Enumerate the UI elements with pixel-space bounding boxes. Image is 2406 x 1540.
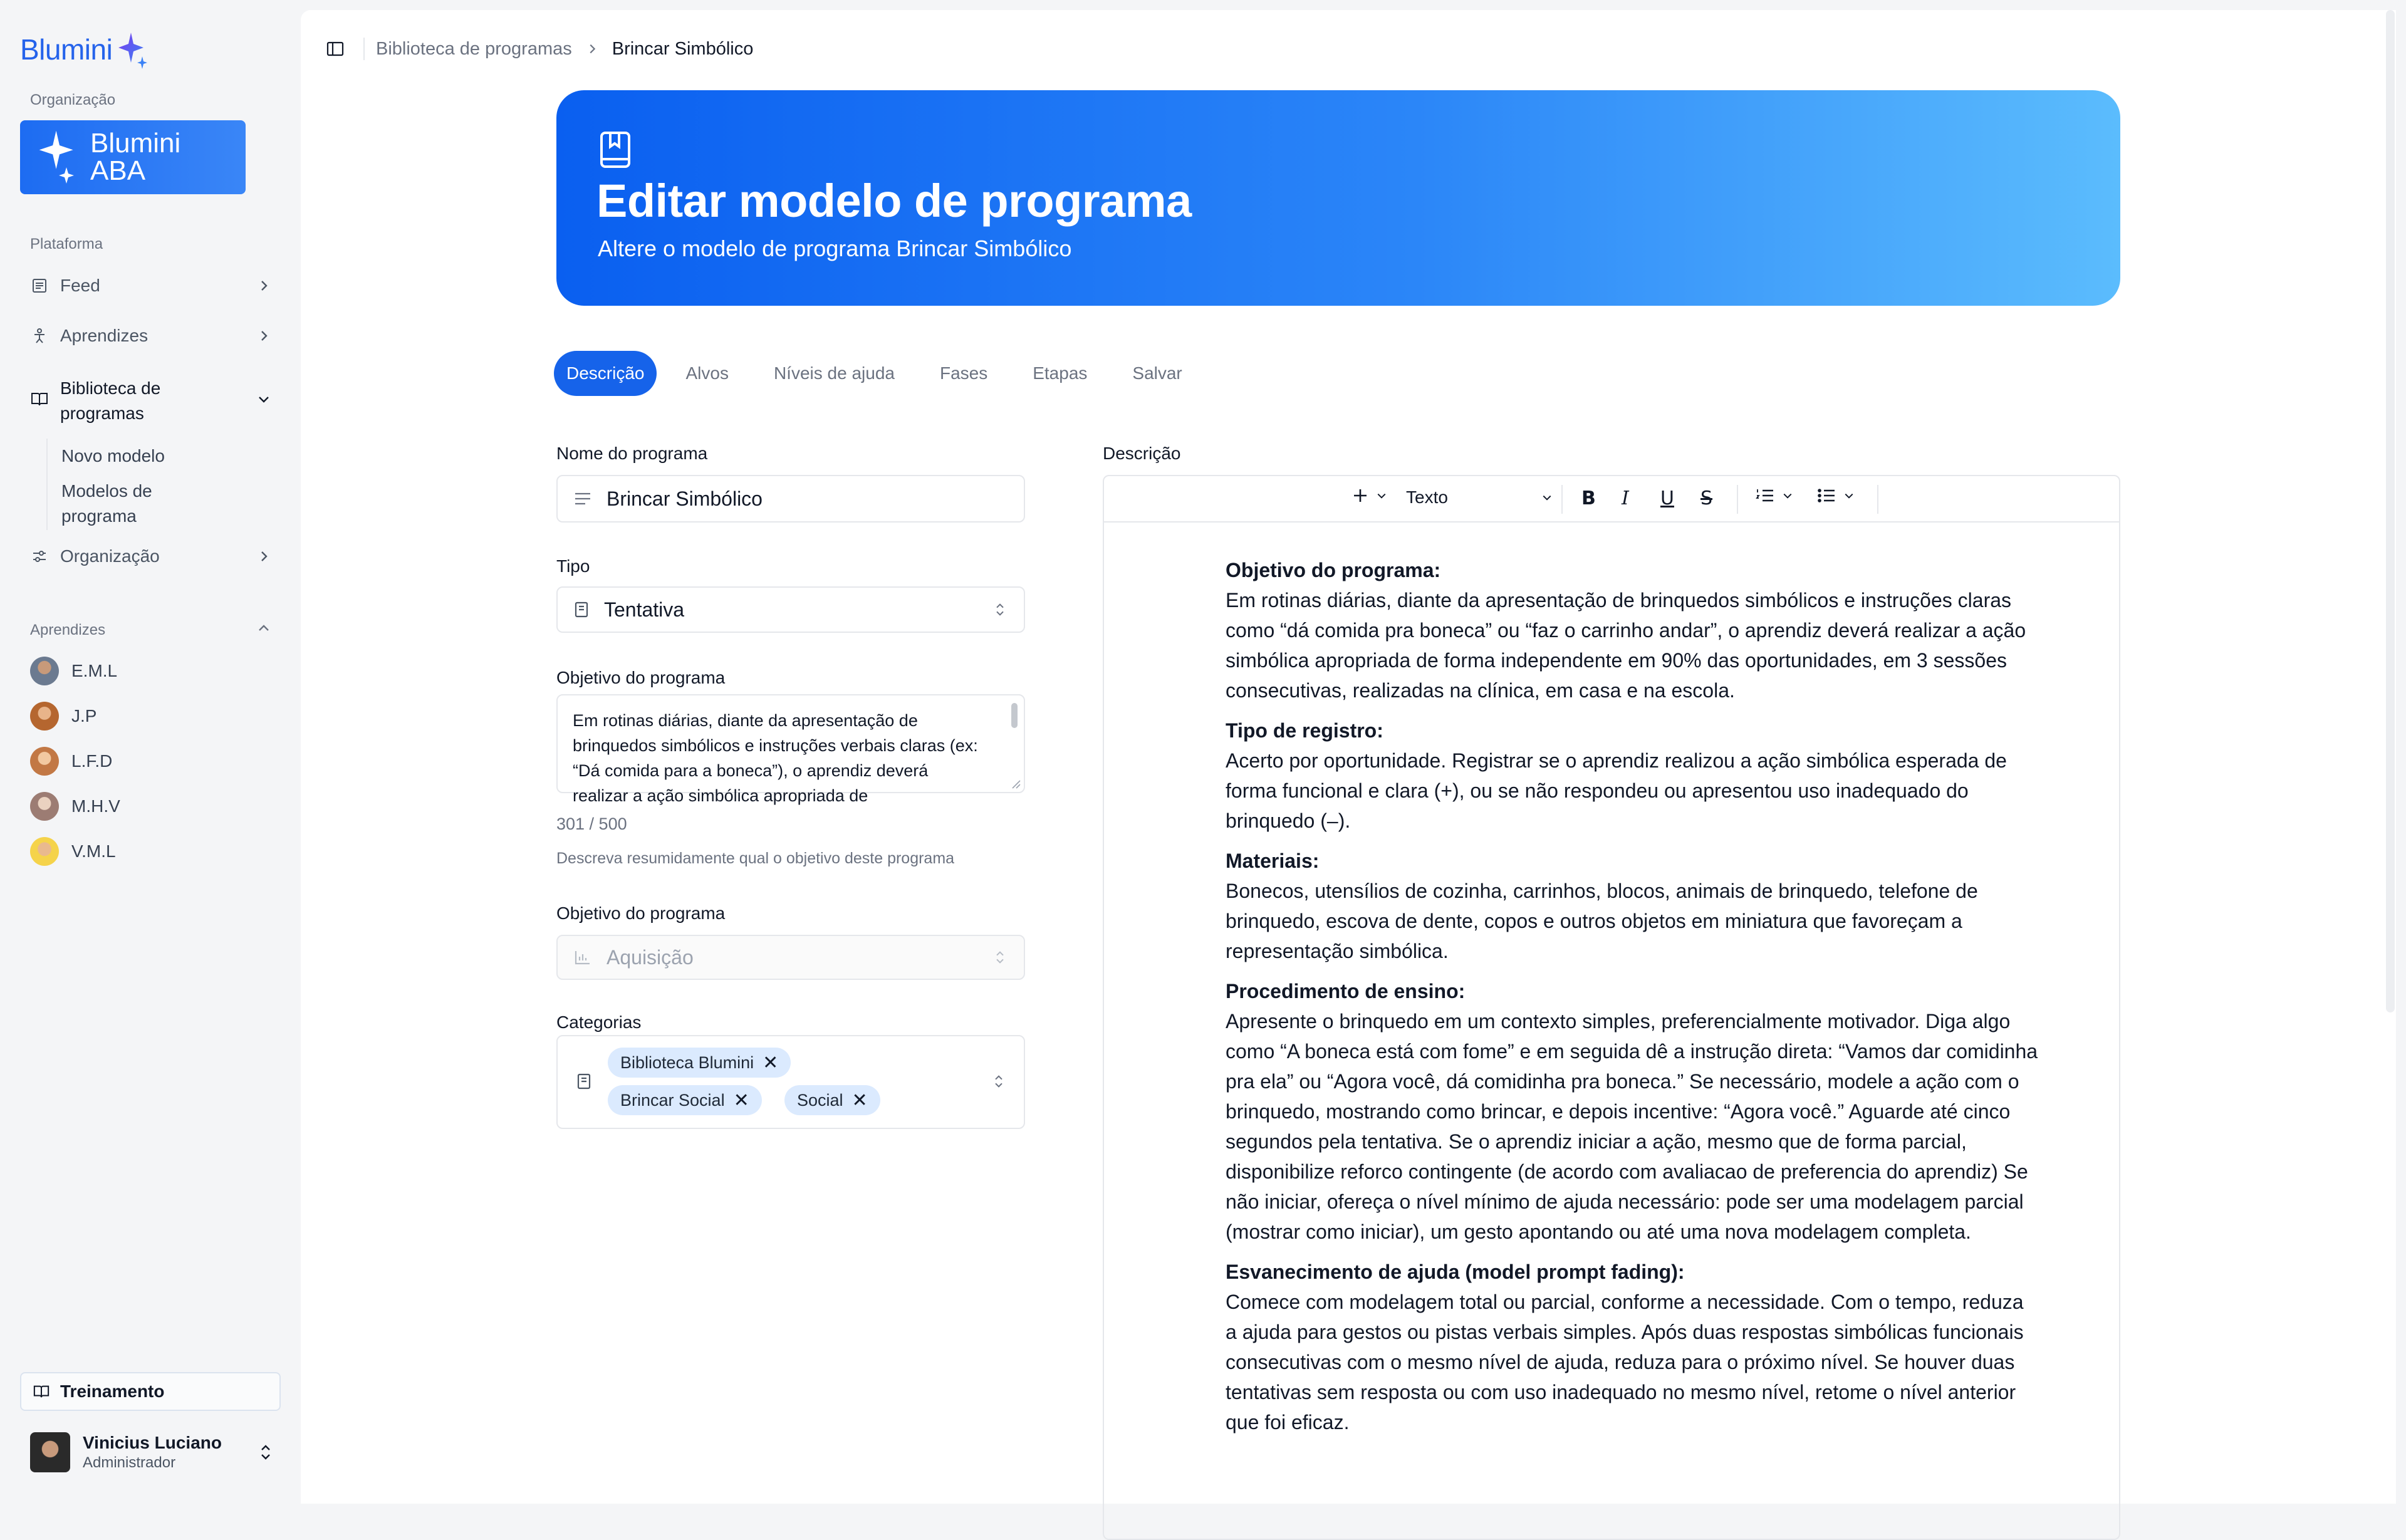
avatar bbox=[30, 657, 59, 685]
section-heading: Tipo de registro: bbox=[1226, 719, 1383, 742]
objective-type-select[interactable] bbox=[556, 935, 1025, 980]
text-lines-icon bbox=[574, 492, 591, 506]
topbar bbox=[326, 38, 753, 60]
subitem-label-line2: programa bbox=[61, 506, 137, 526]
tabs bbox=[554, 351, 1215, 396]
learner-name: J.P bbox=[71, 706, 97, 726]
chip-label: Biblioteca Blumini bbox=[620, 1053, 754, 1072]
brand-logo[interactable] bbox=[20, 29, 148, 70]
category-chip bbox=[608, 1048, 791, 1078]
avatar bbox=[30, 792, 59, 821]
strikethrough-icon: S bbox=[1700, 487, 1713, 509]
type-label: Tipo bbox=[556, 556, 590, 576]
category-chip bbox=[784, 1085, 880, 1115]
settings-sliders-icon bbox=[30, 547, 49, 566]
clipboard-icon bbox=[574, 601, 589, 618]
bold-icon: B bbox=[1581, 487, 1596, 509]
type-value: Tentativa bbox=[604, 598, 685, 621]
book-open-icon bbox=[33, 1383, 50, 1400]
sidebar-item-feed[interactable] bbox=[30, 276, 273, 296]
section-heading: Procedimento de ensino: bbox=[1226, 980, 1466, 1002]
subitem-label-line1: Modelos de bbox=[61, 481, 152, 501]
tab-descricao[interactable]: Descrição bbox=[554, 351, 657, 396]
section-heading: Materiais: bbox=[1226, 850, 1320, 872]
editor-toolbar bbox=[1104, 476, 2119, 523]
section-body: Bonecos, utensílios de cozinha, carrinhos, blocos, animais de brinquedo, telefone de brinquedo, escova de dente, copos e outros objetos em miniatura que favoreçam a representação simbólica. bbox=[1226, 880, 1978, 962]
chevron-down-icon bbox=[257, 392, 271, 406]
training-button[interactable] bbox=[20, 1372, 281, 1411]
learner-item[interactable] bbox=[30, 657, 117, 685]
page-title: Editar modelo de programa bbox=[596, 175, 1192, 227]
breadcrumb-item[interactable]: Biblioteca de programas bbox=[376, 38, 572, 59]
block-type-value: Texto bbox=[1406, 487, 1448, 507]
sparkle-logo-icon bbox=[117, 29, 148, 70]
org-name-line2: ABA bbox=[90, 155, 146, 186]
chevron-down-icon bbox=[1782, 490, 1793, 501]
page-subtitle: Altere o modelo de programa Brincar Simbólico bbox=[598, 236, 1072, 261]
page-scrollbar[interactable] bbox=[2386, 10, 2395, 1012]
avatar bbox=[30, 1432, 70, 1472]
sidebar-item-biblioteca[interactable] bbox=[30, 376, 273, 426]
chevron-right-icon bbox=[257, 279, 271, 293]
sidebar-item-aprendizes[interactable] bbox=[30, 326, 273, 346]
feed-icon bbox=[30, 276, 49, 295]
rich-text-editor[interactable] bbox=[1103, 475, 2120, 1540]
remove-chip-icon[interactable]: ✕ bbox=[733, 1090, 749, 1111]
user-role: Administrador bbox=[83, 1454, 176, 1471]
tab-fases[interactable]: Fases bbox=[939, 363, 988, 383]
sidebar-item-label-line1: Biblioteca de bbox=[60, 378, 161, 398]
sidebar-item-label: Aprendizes bbox=[60, 326, 148, 345]
chevron-up-icon bbox=[257, 622, 271, 635]
breadcrumb-current: Brincar Simbólico bbox=[612, 38, 754, 59]
section-body: Apresente o brinquedo em um contexto simples, preferencialmente motivador. Diga algo como “A boneca está com fome” e em seguida dê a instrução direta: “Vamos dar comidinha pra ela” ou “Agora você, dá comidinha pra boneca.” Se necessário, modele a ação com o brinquedo, mostrando como brincar, e depois incentive: “Agora você.” Aguarde até cinco segundos pela tentativa. Se o aprendiz iniciar a ação, mesmo que de forma parcial, disponibilize reforco contingente (de acordo com avaliacao de preferencia do aprendiz) Se não iniciar, ofereça o nível mínimo de ajuda necessário: pode ser uma modelagem parcial (mostrar como iniciar), um gesto apontando ou até uma nova modelagem completa. bbox=[1226, 1010, 2038, 1243]
sparkle-icon bbox=[38, 128, 76, 186]
avatar bbox=[30, 837, 59, 866]
platform-label: Plataforma bbox=[30, 236, 103, 252]
category-chip bbox=[608, 1085, 762, 1115]
program-name-value: Brincar Simbólico bbox=[607, 487, 763, 510]
sidebar-subitem-novo-modelo[interactable]: Novo modelo bbox=[61, 446, 165, 466]
org-name-line1: Blumini bbox=[90, 128, 181, 159]
chevron-down-icon bbox=[1843, 490, 1855, 501]
chevron-down-icon bbox=[1541, 492, 1553, 503]
org-switcher[interactable] bbox=[20, 120, 246, 194]
training-label: Treinamento bbox=[60, 1381, 165, 1401]
objective-textarea[interactable] bbox=[556, 694, 1025, 805]
clipboard-icon bbox=[576, 1073, 591, 1090]
bar-chart-icon bbox=[574, 949, 591, 965]
categories-label: Categorias bbox=[556, 1012, 642, 1032]
avatar bbox=[30, 702, 59, 731]
tab-alvos[interactable]: Alvos bbox=[685, 363, 729, 383]
avatar bbox=[30, 747, 59, 776]
chevron-right-icon bbox=[257, 549, 271, 563]
insert-block-button[interactable] bbox=[1352, 487, 1387, 504]
page-header-banner bbox=[556, 90, 2120, 306]
underline-icon: U bbox=[1660, 487, 1674, 509]
objective2-label: Objetivo do programa bbox=[556, 903, 726, 923]
chevrons-up-down-icon bbox=[992, 1073, 1005, 1090]
learner-item[interactable] bbox=[30, 837, 116, 866]
objective-type-value: Aquisição bbox=[607, 945, 694, 969]
section-body: Em rotinas diárias, diante da apresentação de brinquedos simbólicos e instruções claras como “dá comida pra boneca” ou “faz o carrinho andar”, o aprendiz deverá realizar a ação simbólica apropriada de forma independente em 90% das oportunidades, em 3 sessões consecutivas, realizadas na clínica, em casa e na escola. bbox=[1226, 589, 2026, 702]
chevrons-up-down-icon bbox=[994, 601, 1006, 618]
learner-item[interactable] bbox=[30, 702, 96, 731]
learners-label: Aprendizes bbox=[30, 622, 106, 638]
learner-name: M.H.V bbox=[71, 796, 120, 816]
section-body: Acerto por oportunidade. Registrar se o aprendiz realizou a ação simbólica esperada de forma funcional e clara (+), ou se não respondeu ou apresentou uso inadequado do brinquedo (–). bbox=[1226, 749, 2007, 832]
submenu-line bbox=[46, 439, 48, 530]
name-label: Nome do programa bbox=[556, 444, 708, 463]
chip-label: Social bbox=[797, 1090, 843, 1110]
section-body: Comece com modelagem total ou parcial, conforme a necessidade. Com o tempo, reduza a ajuda para gestos ou pistas verbais simples. Após duas respostas simbólicas funcionais consecutivas com o mesmo nível de ajuda, reduza para o próximo nível. Se houver duas tentativas sem resposta ou com uso inadequado no mesmo nível, retome o nível anterior que foi eficaz. bbox=[1226, 1291, 2024, 1433]
org-label: Organização bbox=[30, 91, 116, 108]
categories-multiselect[interactable] bbox=[556, 1035, 1025, 1129]
book-open-icon bbox=[30, 390, 49, 408]
learners-section-header[interactable] bbox=[30, 622, 273, 639]
toolbar-divider bbox=[1737, 485, 1738, 514]
section-heading: Esvanecimento de ajuda (model prompt fading): bbox=[1226, 1261, 1685, 1283]
chevrons-up-down-icon bbox=[994, 949, 1006, 966]
learner-item[interactable] bbox=[30, 747, 112, 776]
resize-handle-icon[interactable] bbox=[1010, 778, 1021, 789]
objective-hint: Descreva resumidamente qual o objetivo deste programa bbox=[556, 850, 955, 867]
user-menu[interactable] bbox=[30, 1432, 273, 1472]
sidebar-item-label-line2: programas bbox=[60, 403, 144, 423]
objective-value: Em rotinas diárias, diante da apresentação de brinquedos simbólicos e instruções verbais claras (ex: “Dá comida para a boneca”), o aprendiz deverá realizar a ação simbólica apropriada de bbox=[573, 711, 978, 805]
italic-icon: I bbox=[1622, 487, 1629, 509]
learner-item[interactable] bbox=[30, 792, 120, 821]
block-type-select[interactable] bbox=[1406, 487, 1553, 507]
brand-name: Blumini bbox=[20, 33, 113, 66]
tab-salvar[interactable]: Salvar bbox=[1132, 363, 1182, 383]
learner-name: L.F.D bbox=[71, 751, 113, 771]
chevron-right-icon bbox=[257, 329, 271, 343]
sidebar-subitem-modelos[interactable] bbox=[61, 479, 152, 529]
tab-etapas[interactable]: Etapas bbox=[1033, 363, 1088, 383]
section-heading: Objetivo do programa: bbox=[1226, 559, 1441, 581]
bold-button[interactable] bbox=[1581, 487, 1596, 509]
bullet-list-button[interactable] bbox=[1817, 487, 1855, 504]
remove-chip-icon[interactable]: ✕ bbox=[851, 1090, 868, 1111]
user-name: Vinicius Luciano bbox=[83, 1433, 222, 1452]
plus-icon bbox=[1352, 487, 1368, 504]
remove-chip-icon[interactable]: ✕ bbox=[763, 1052, 779, 1073]
ordered-list-icon bbox=[1756, 487, 1774, 504]
ordered-list-button[interactable] bbox=[1756, 487, 1793, 504]
program-name-input[interactable] bbox=[556, 475, 1025, 523]
main-content bbox=[301, 10, 2396, 1504]
textarea-scrollbar[interactable] bbox=[1011, 703, 1018, 728]
toolbar-divider bbox=[1877, 485, 1878, 514]
italic-button[interactable] bbox=[1622, 487, 1629, 509]
strikethrough-button[interactable] bbox=[1700, 487, 1712, 509]
learner-name: V.M.L bbox=[71, 841, 116, 861]
sidebar-item-organizacao[interactable] bbox=[30, 546, 273, 566]
chevrons-up-down-icon bbox=[258, 1442, 273, 1462]
type-select[interactable] bbox=[556, 586, 1025, 633]
bullet-list-icon bbox=[1817, 487, 1836, 504]
sidebar-toggle-icon[interactable] bbox=[326, 39, 345, 58]
underline-button[interactable] bbox=[1660, 487, 1674, 509]
chevron-down-icon bbox=[1376, 490, 1387, 501]
objective-label: Objetivo do programa bbox=[556, 668, 726, 687]
tab-niveis-ajuda[interactable]: Níveis de ajuda bbox=[773, 363, 895, 383]
bookmark-book-icon bbox=[598, 130, 633, 169]
sidebar-item-label: Organização bbox=[60, 546, 160, 566]
chevron-right-icon bbox=[586, 43, 598, 55]
sidebar-item-label: Feed bbox=[60, 276, 100, 295]
description-label: Descrição bbox=[1103, 444, 1181, 463]
learner-name: E.M.L bbox=[71, 661, 118, 680]
chip-label: Brincar Social bbox=[620, 1090, 725, 1110]
editor-content[interactable] bbox=[1226, 555, 2040, 1447]
toolbar-divider bbox=[1561, 485, 1563, 514]
character-count: 301 / 500 bbox=[556, 814, 627, 833]
person-icon bbox=[30, 326, 49, 345]
sidebar bbox=[0, 0, 301, 1504]
divider bbox=[363, 38, 365, 60]
